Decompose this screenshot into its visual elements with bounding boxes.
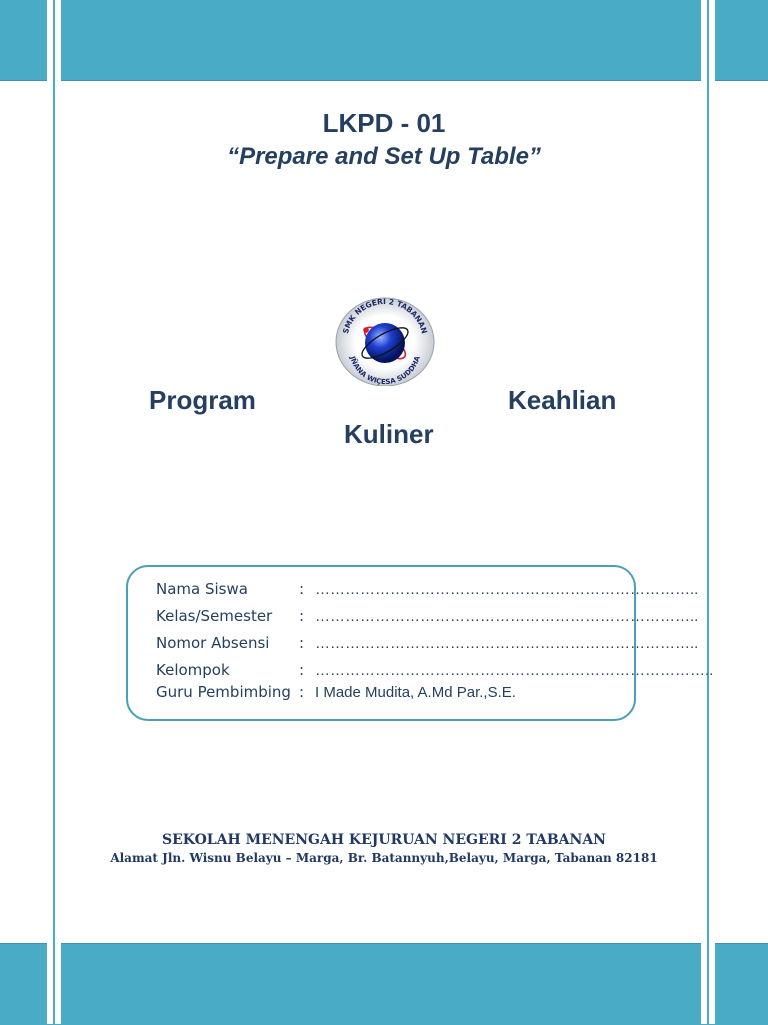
- group-field[interactable]: ……………………………………………………………………..: [315, 662, 714, 679]
- form-row-nama: [156, 580, 698, 598]
- form-label: Nomor Absensi: [156, 634, 270, 652]
- logo-top-text: SMK NEGERI 2 TABANAN: [340, 296, 430, 335]
- form-row-kelompok: [156, 661, 713, 679]
- school-address: Alamat Jln. Wisnu Belayu – Marga, Br. Batannyuh,Belayu, Marga, Tabanan 82181: [110, 851, 658, 865]
- name-field[interactable]: …………………………………………………………………..: [315, 581, 699, 598]
- attendance-number-field[interactable]: …………………………………………………………………..: [315, 635, 699, 652]
- footer-band: [0, 943, 768, 1025]
- form-row-guru: [156, 683, 516, 701]
- form-label: Nama Siswa: [156, 580, 248, 598]
- form-label: Kelompok: [156, 661, 230, 679]
- program-word-2: Keahlian: [508, 385, 617, 415]
- class-semester-field[interactable]: …………………………………………………………………..: [315, 608, 699, 625]
- form-label: Kelas/Semester: [156, 607, 273, 625]
- form-colon: :: [299, 607, 305, 625]
- document-code: LKPD - 01: [322, 108, 446, 138]
- program-word-3: Kuliner: [344, 419, 434, 449]
- school-name: SEKOLAH MENENGAH KEJURUAN NEGERI 2 TABANAN: [162, 832, 606, 848]
- student-info-box: [126, 565, 714, 721]
- form-colon: :: [299, 634, 305, 652]
- form-colon: :: [299, 580, 305, 598]
- school-logo-icon: [330, 296, 440, 386]
- form-row-absensi: [156, 634, 698, 652]
- form-label: Guru Pembimbing: [156, 683, 291, 701]
- form-colon: :: [299, 683, 305, 701]
- header-band: [0, 0, 768, 81]
- supervisor-value: I Made Mudita, A.Md Par.,S.E.: [315, 684, 516, 701]
- document-subtitle: “Prepare and Set Up Table”: [227, 143, 541, 170]
- form-row-kelas: [156, 607, 698, 625]
- form-colon: :: [299, 661, 305, 679]
- logo-bottom-text: JÑANA WIÇESA SUDDHA: [348, 355, 422, 386]
- program-word-1: Program: [149, 385, 256, 415]
